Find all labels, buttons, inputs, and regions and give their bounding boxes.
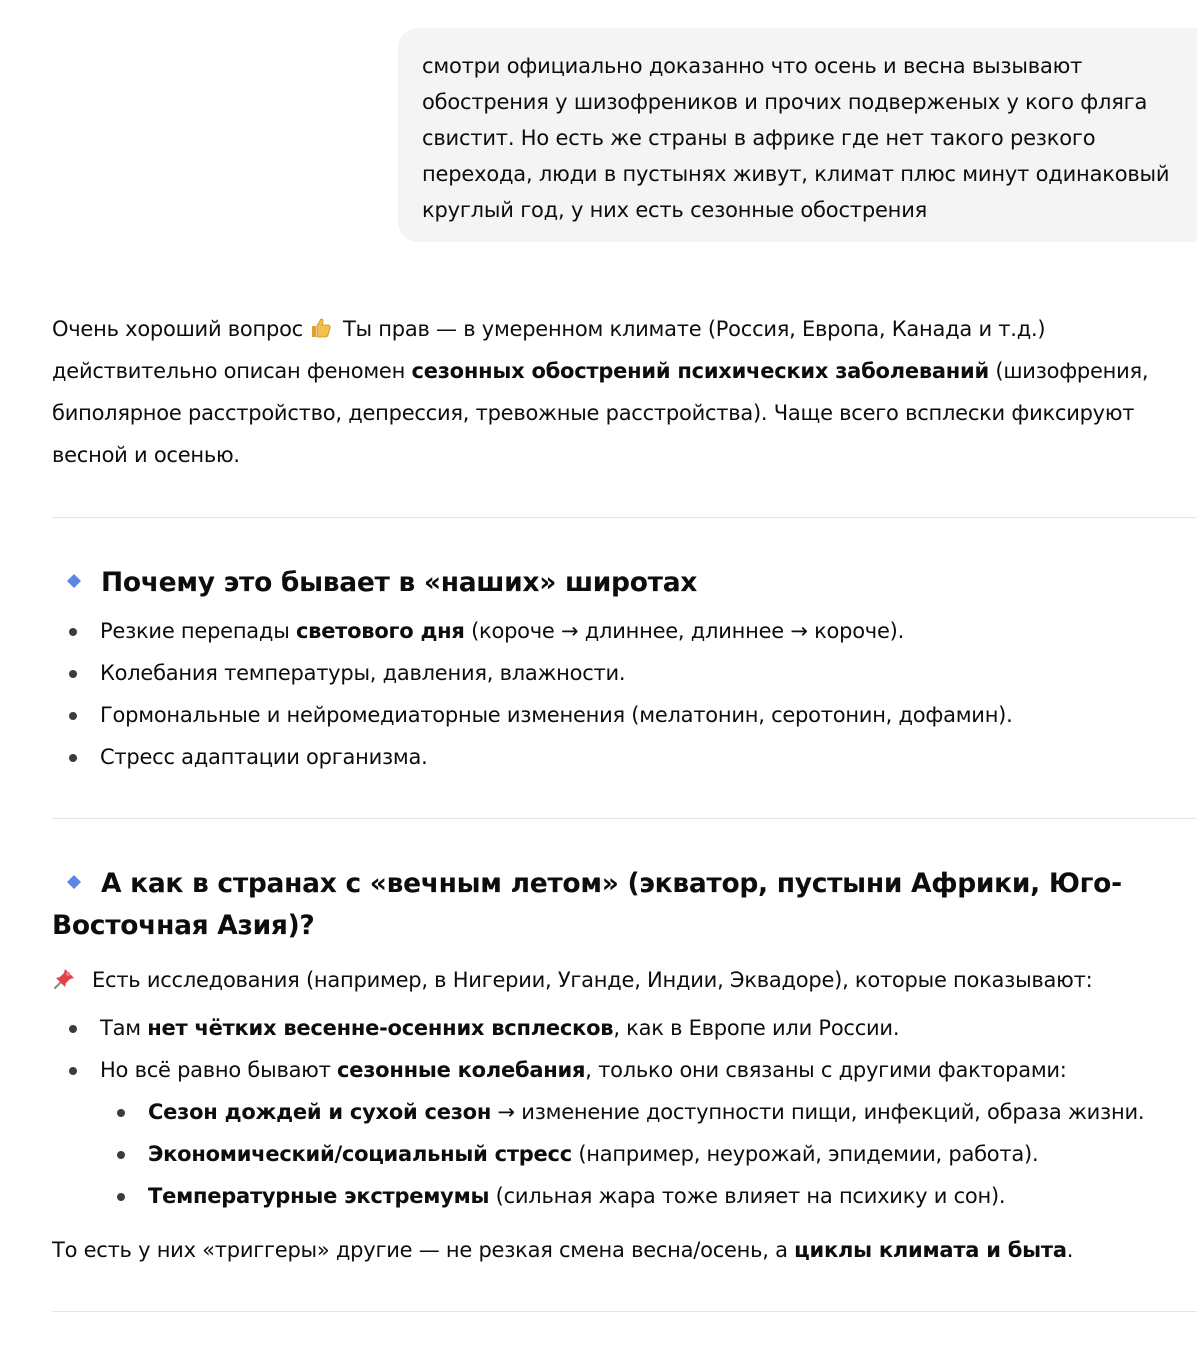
sub-list-item: Экономический/социальный стресс (например, неурожай, эпидемии, работа). bbox=[148, 1133, 1197, 1175]
divider bbox=[52, 1311, 1197, 1312]
section-heading-eternal-summer: А как в странах с «вечным летом» (экватор, пустыни Африки, Юго-Восточная Азия)? bbox=[52, 868, 1122, 941]
diamond-icon bbox=[67, 875, 79, 887]
divider bbox=[52, 517, 1197, 518]
section-heading-latitudes: Почему это бывает в «наших» широтах bbox=[52, 562, 1172, 604]
intro-paragraph: Очень хороший вопрос Ты прав — в умеренном климате (Россия, Европа, Канада и т.д.) действительно описан феномен сезонных обострений психических заболеваний (шизофрения, биполярное расстройство, депрессия, тревожные расстройства). Чаще всего всплески фиксируют весной и осенью. bbox=[52, 317, 1149, 467]
bullet-icon bbox=[69, 712, 77, 720]
list-item: Резкие перепады светового дня (короче → длиннее, длиннее → короче). bbox=[100, 610, 1197, 652]
bullet-icon bbox=[69, 670, 77, 678]
bullet-icon bbox=[117, 1193, 125, 1201]
diamond-icon bbox=[67, 574, 79, 586]
list-item: Гормональные и нейромедиаторные изменения (мелатонин, серотонин, дофамин). bbox=[100, 694, 1197, 736]
pushpin-icon bbox=[52, 965, 78, 991]
bullet-icon bbox=[117, 1151, 125, 1159]
bullet-icon bbox=[117, 1109, 125, 1117]
divider bbox=[52, 818, 1197, 819]
bullet-icon bbox=[69, 754, 77, 762]
thumbs-up-icon bbox=[309, 316, 333, 340]
list-item: Но всё равно бывают сезонные колебания, только они связаны с другими факторами: bbox=[100, 1049, 1197, 1091]
list-item: Там нет чётких весенне-осенних всплесков, как в Европе или России. bbox=[100, 1007, 1197, 1049]
sub-list-item: Температурные экстремумы (сильная жара тоже влияет на психику и сон). bbox=[148, 1175, 1197, 1217]
sub-list-item: Сезон дождей и сухой сезон → изменение доступности пищи, инфекций, образа жизни. bbox=[148, 1091, 1197, 1133]
list-item: Стресс адаптации организма. bbox=[100, 736, 1197, 778]
list-item: Колебания температуры, давления, влажности. bbox=[100, 652, 1197, 694]
user-message-bubble bbox=[398, 28, 1197, 242]
bullet-icon bbox=[69, 1067, 77, 1075]
user-message-text: смотри официально доказанно что осень и весна вызывают обострения у шизофреников и прочих подверженых у кого фляга свистит. Но есть же страны в африке где нет такого резкого перехода, люди в пустынях живут, климат плюс минут одинаковый круглый год, у них есть сезонные обострения bbox=[422, 54, 1170, 222]
bullet-icon bbox=[69, 1025, 77, 1033]
conclusion-paragraph: То есть у них «триггеры» другие — не резкая смена весна/осень, а циклы климата и быта. bbox=[52, 1238, 1074, 1262]
bullet-icon bbox=[69, 628, 77, 636]
research-line: Есть исследования (например, в Нигерии, Уганде, Индии, Эквадоре), которые показывают: bbox=[52, 959, 1197, 1001]
